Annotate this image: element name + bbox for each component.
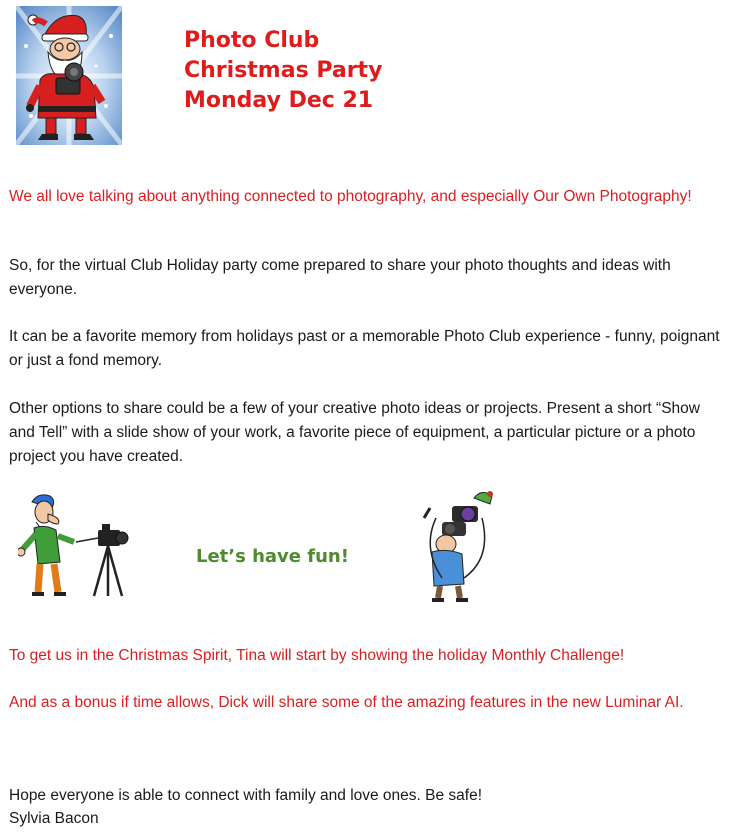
event-title xyxy=(184,26,382,116)
luminar-paragraph: And as a bonus if time allows, Dick will share some of the amazing features in the new Luminar AI. xyxy=(9,694,684,711)
options-paragraph: Other options to share could be a few of your creative photo ideas or projects. Present a short “Show and Tell” with a slide show of your work, a favorite piece of equipment, a particular picture or a photo project you have created. xyxy=(9,400,700,465)
party-paragraph: So, for the virtual Club Holiday party come prepared to share your photo thoughts and ideas with everyone. xyxy=(9,257,671,298)
challenge-paragraph: To get us in the Christmas Spirit, Tina will start by showing the holiday Monthly Challenge! xyxy=(9,647,625,664)
memory-paragraph: It can be a favorite memory from holidays past or a memorable Photo Club experience - funny, poignant or just a fond memory. xyxy=(9,328,720,369)
signature: Sylvia Bacon xyxy=(9,810,99,827)
photographer-tripod-icon xyxy=(18,490,130,602)
title-line-date: Monday Dec 21 xyxy=(184,88,374,113)
tangled-photographer-icon xyxy=(412,488,502,602)
closing-line: Hope everyone is able to connect with family and love ones. Be safe! xyxy=(9,787,483,804)
intro-paragraph: We all love talking about anything connected to photography, and especially Our Own Photography! xyxy=(9,188,692,205)
fun-tagline: Let’s have fun! xyxy=(196,546,349,567)
santa-photographer-icon xyxy=(16,6,122,145)
title-line-event: Christmas Party xyxy=(184,58,383,83)
title-line-club: Photo Club xyxy=(184,28,320,53)
